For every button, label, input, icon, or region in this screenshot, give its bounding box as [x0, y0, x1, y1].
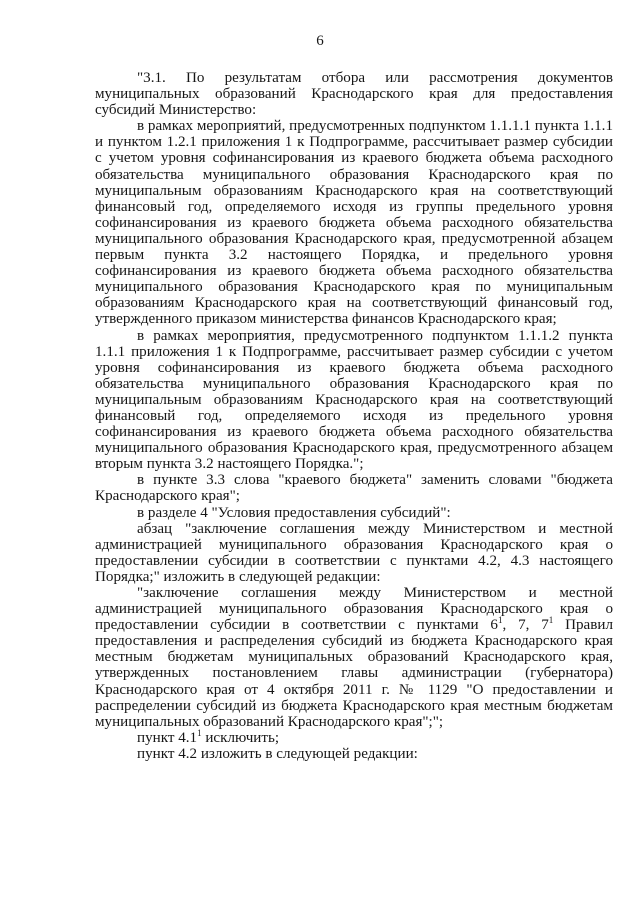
- text-run: исключить;: [201, 729, 280, 746]
- text-run: в рамках мероприятий, предусмотренных подпунктом 1.1.1.1 пункта 1.1.1 и пунктом 1.2.1 приложения 1 к Подпрограмме, рассчитывает размер субсидии с учетом уровня софинансирования из краевого бюджета объема расходного обязательства муниципального образования Краснодарского края по муниципальным образованиям Краснодарского края на соответствующий финансовый год, определяемого исходя из группы предельного уровня софинансирования из краевого бюджета объема расходного обязательства муниципального образования Краснодарского края, предусмотренной абзацем первым пункта 3.2 настоящего Порядка, и предельного уровня софинансирования из краевого бюджета объема расходного обязательства муниципального образования Краснодарского края по муниципальным образованиям Краснодарского края на соответствующий финансовый год, утвержденного приказом министерства финансов Краснодарского края;: [95, 118, 613, 328]
- text-run: , 7, 7: [502, 617, 549, 634]
- paragraph-measures-1-1-1-1: [95, 118, 613, 327]
- text-run: "3.1. По результатам отбора или рассмотрения документов муниципальных образований Краснодарского края для предоставления субсидий Министерство:: [95, 70, 613, 119]
- text-run: в разделе 4 "Условия предоставления субсидий":: [137, 504, 451, 521]
- text-run: "заключение соглашения между Министерством и местной администрацией муниципального образования Краснодарского края о предоставлении субсидии в соответствии с пунктами 6: [95, 585, 613, 634]
- paragraph-agreement-old: [95, 521, 613, 585]
- paragraph-clause-4-1-1: [95, 727, 613, 746]
- superscript-mark: 1: [197, 727, 202, 738]
- text-run: абзац "заключение соглашения между Министерством и местной администрацией муниципального образования Краснодарского края о предоставлении субсидии в соответствии с пунктами 4.2, 4.3 настоящего Порядка;" изложить в следующей редакции:: [95, 520, 613, 585]
- paragraph-clause-3-3: [95, 472, 613, 504]
- superscript-mark: 1: [548, 615, 554, 626]
- paragraph-clause-4-2: [95, 746, 613, 762]
- document-body: [95, 70, 613, 762]
- paragraph-agreement-new: [95, 585, 613, 730]
- paragraph-section-4-heading: [95, 505, 613, 521]
- paragraph-3-1-intro: [95, 70, 613, 118]
- paragraph-measure-1-1-1-2: [95, 328, 613, 473]
- page-number: 6: [316, 33, 324, 49]
- text-run: пункт 4.1: [137, 729, 198, 746]
- text-run: в пункте 3.3 слова "краевого бюджета" заменить словами "бюджета Краснодарского края";: [95, 472, 613, 505]
- text-run: пункт 4.2 изложить в следующей редакции:: [137, 745, 418, 762]
- text-run: в рамках мероприятия, предусмотренного подпунктом 1.1.1.2 пункта 1.1.1 приложения 1 к Подпрограмме, рассчитывает размер субсидии с учетом уровня софинансирования из краевого бюджета объема расходного обязательства муниципального образования Краснодарского края по муниципальным образованиям Краснодарского края на соответствующий финансовый год, определяемого исходя из предельного уровня софинансирования из краевого бюджета объема расходного обязательства муниципального образования Краснодарского края, предусмотренного абзацем вторым пункта 3.2 настоящего Порядка.";: [95, 327, 613, 473]
- text-run: Правил предоставления и распределения субсидий из бюджета Краснодарского края местным бюджетам муниципальных образований Краснодарского края, утвержденных постановлением главы администрации (губернатора) Краснодарского края от 4 октября 2011 г. № 1129 "О предоставлении и распределении субсидий из бюджета Краснодарского края местным бюджетам муниципальных образований Краснодарского края";";: [95, 617, 613, 730]
- superscript-mark: 1: [497, 615, 503, 626]
